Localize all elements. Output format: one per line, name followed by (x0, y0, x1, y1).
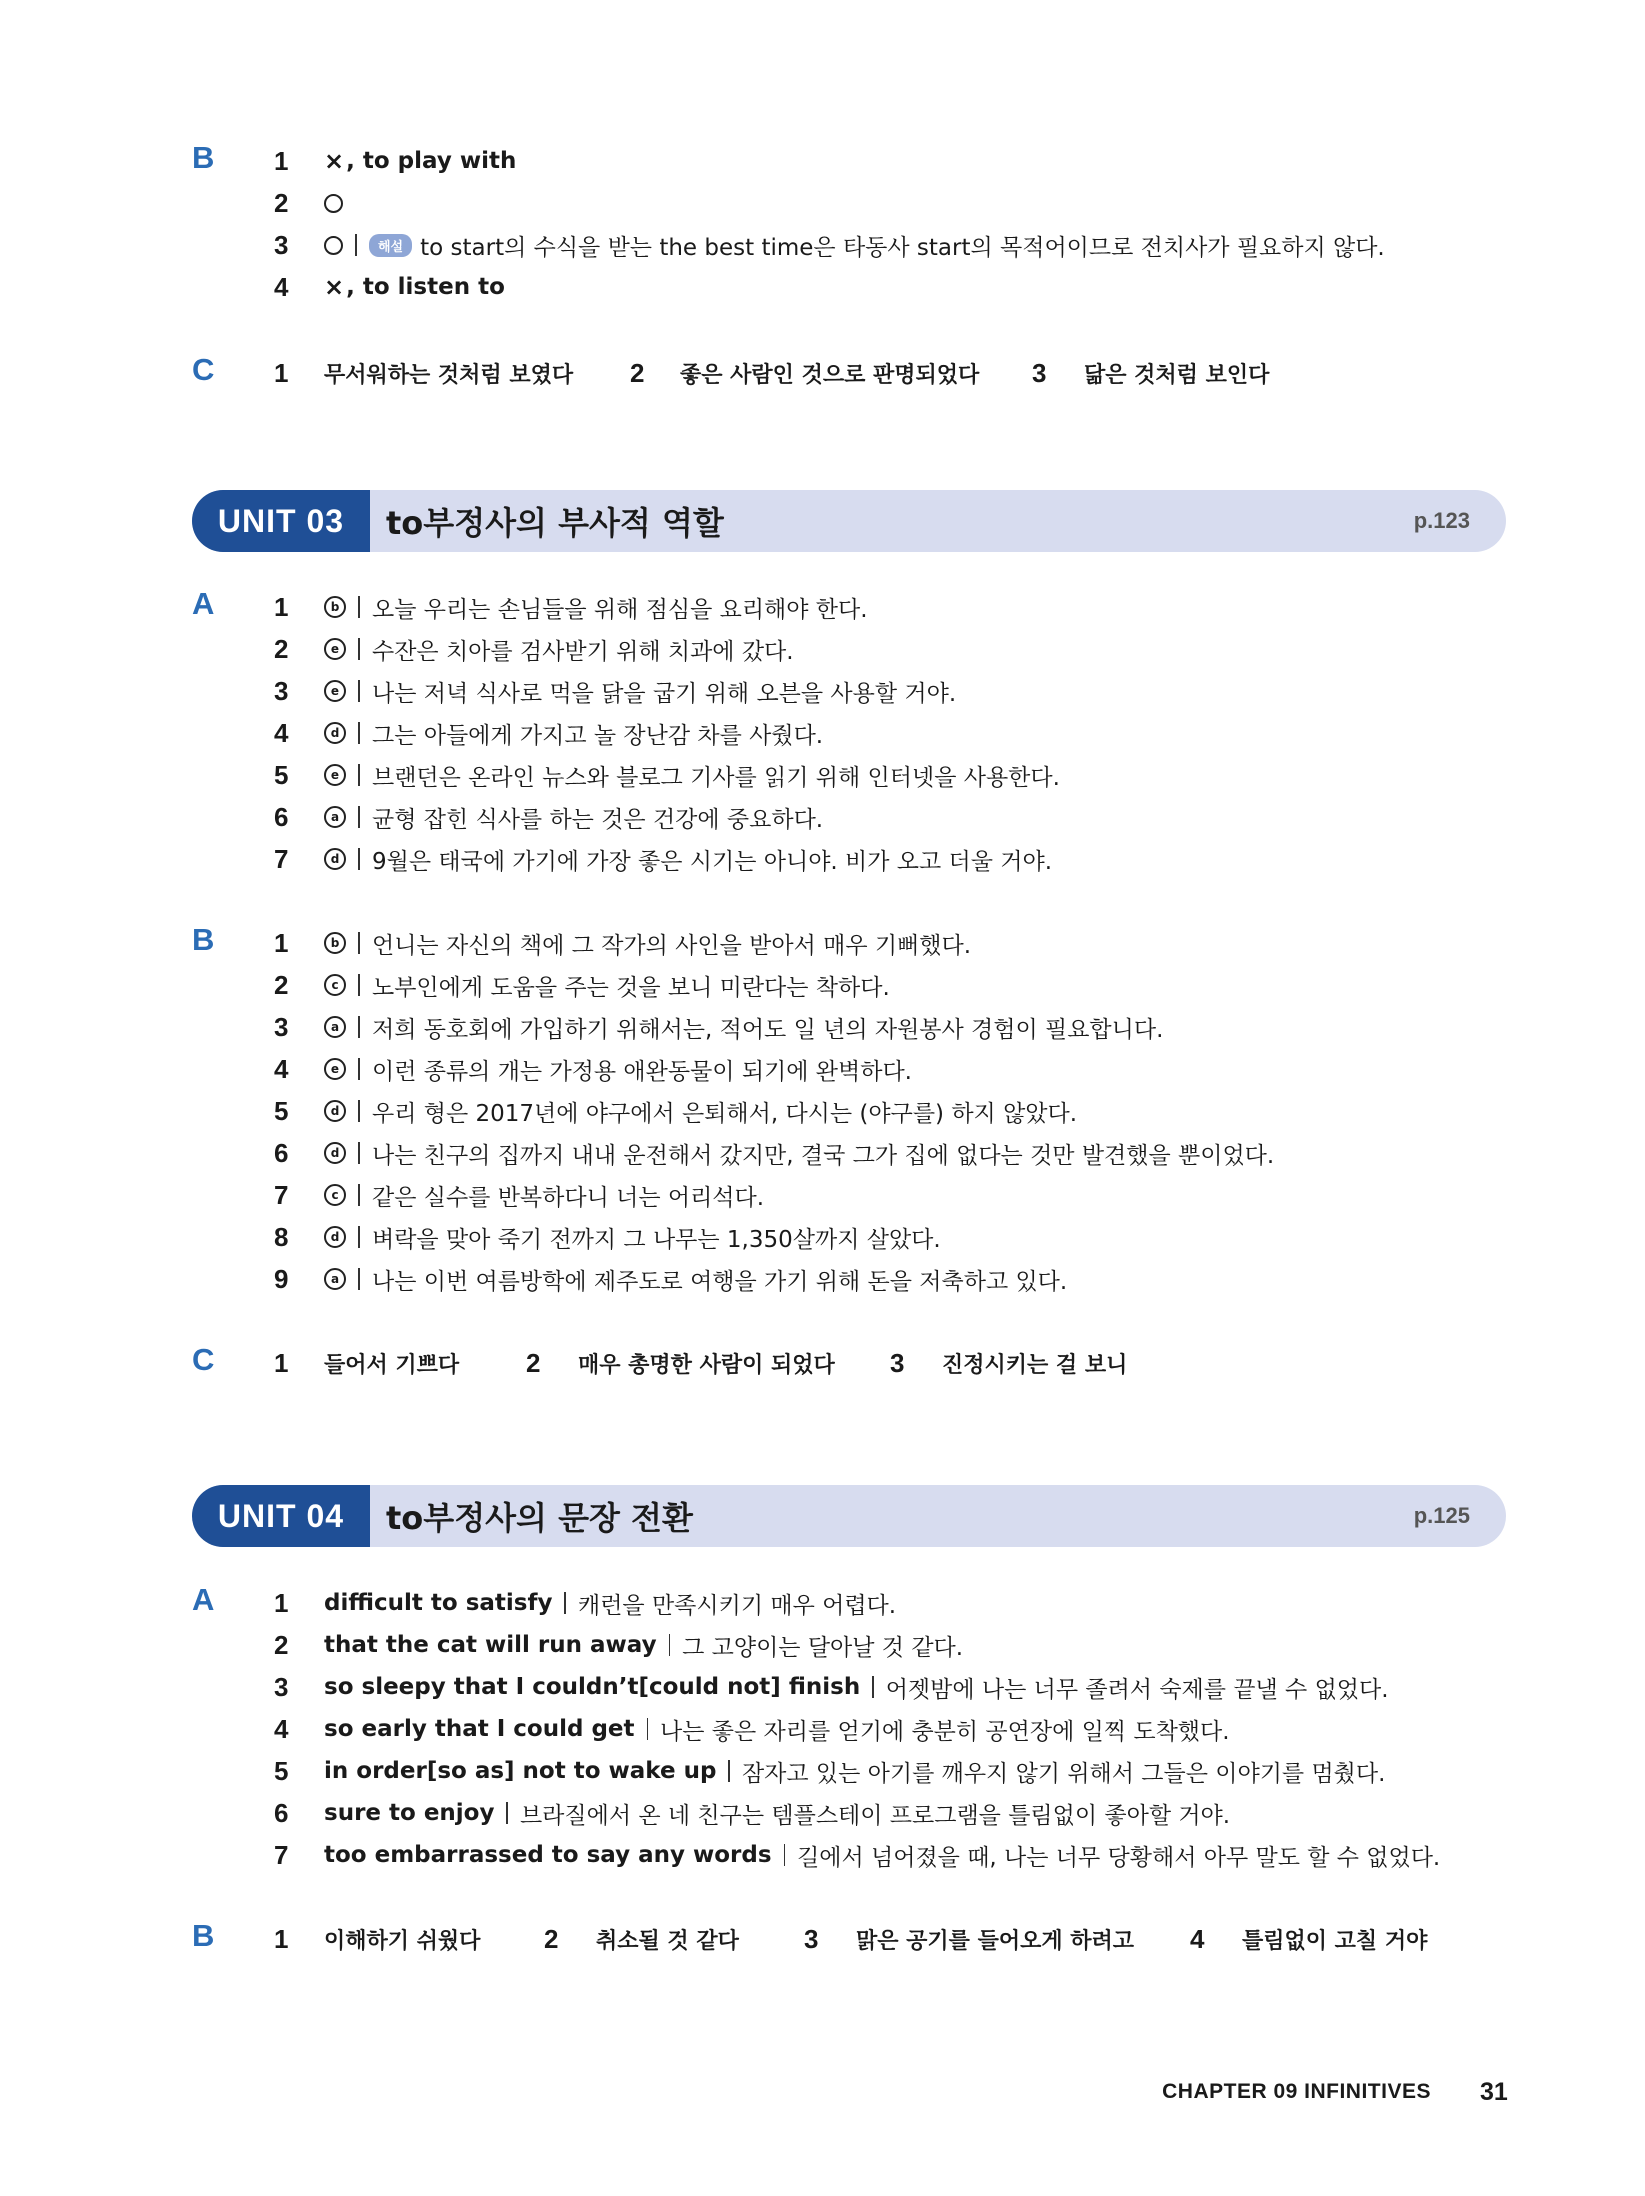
unit-page-ref: p.123 (1413, 508, 1470, 533)
choice-code: d (324, 1100, 346, 1122)
wrong-mark: × (324, 273, 345, 301)
answer-text: in order[so as] not to wake up (324, 1758, 717, 1784)
item-number: 5 (274, 759, 289, 790)
translation-text: 그는 아들에게 가지고 놀 장난감 차를 사줬다. (372, 722, 824, 749)
item-number: 7 (274, 843, 289, 874)
item-content (324, 1671, 1389, 1704)
item-number: 8 (274, 1221, 289, 1252)
translation-text: 같은 실수를 반복하다니 너는 어리석다. (372, 1184, 765, 1211)
section-letter: C (192, 1342, 215, 1377)
translation-text: 나는 이번 여름방학에 제주도로 여행을 가기 위해 돈을 저축하고 있다. (372, 1268, 1068, 1295)
section-letter: B (192, 140, 215, 175)
choice-code: d (324, 1226, 346, 1248)
separator (728, 1760, 730, 1782)
translation-text: 저희 동호회에 가입하기 위해서는, 적어도 일 년의 자원봉사 경험이 필요합니다. (372, 1016, 1164, 1043)
translation-text: 균형 잡힌 식사를 하는 것은 건강에 중요하다. (372, 806, 824, 833)
answer-text: 이해하기 쉬웠다 (324, 1928, 481, 1954)
chapter-label: CHAPTER 09 INFINITIVES (1162, 2080, 1431, 2103)
item-content (324, 927, 971, 960)
item-content (324, 1839, 1440, 1872)
translation-text: 브랜던은 온라인 뉴스와 블로그 기사를 읽기 위해 인터넷을 사용한다. (372, 764, 1060, 791)
separator (358, 722, 360, 744)
item-number: 1 (274, 591, 289, 622)
separator (358, 848, 360, 870)
answer-text: difficult to satisfy (324, 1590, 553, 1616)
item-content (324, 843, 1052, 876)
answer-text: 틀림없이 고칠 거야 (1242, 1928, 1428, 1954)
separator (358, 1184, 360, 1206)
item-number: 9 (274, 1263, 289, 1294)
item-number: 2 (274, 1629, 289, 1660)
answer-text: 진정시키는 걸 보니 (942, 1352, 1128, 1378)
item-number: 5 (274, 1755, 289, 1786)
choice-code: b (324, 596, 346, 618)
separator (358, 1016, 360, 1038)
separator (647, 1718, 649, 1740)
separator (358, 638, 360, 660)
answer-text: sure to enjoy (324, 1800, 495, 1826)
unit-title: to부정사의 문장 전환 (386, 1499, 693, 1537)
unit-label: UNIT 04 (192, 1485, 370, 1547)
item-number: 3 (274, 1011, 289, 1042)
page-footer (0, 2072, 1645, 2112)
item-number: 2 (630, 357, 645, 388)
answer-text: 맑은 공기를 들어오게 하려고 (856, 1928, 1135, 1954)
item-number: 1 (274, 145, 289, 176)
item-number: 7 (274, 1179, 289, 1210)
translation-text: 길에서 넘어졌을 때, 나는 너무 당황해서 아무 말도 할 수 없었다. (797, 1844, 1441, 1871)
item-number: 2 (544, 1923, 559, 1954)
item-number: 3 (804, 1923, 819, 1954)
separator (506, 1802, 508, 1824)
item-content (324, 717, 823, 750)
explanation-text: to start의 수식을 받는 the best time은 타동사 start의 목적어이므로 전치사가 필요하지 않다. (420, 234, 1385, 261)
item-content (324, 1095, 1077, 1128)
separator (872, 1676, 874, 1698)
item-content (324, 801, 823, 834)
choice-code: d (324, 722, 346, 744)
translation-text: 우리 형은 2017년에 야구에서 은퇴해서, 다시는 (야구를) 하지 않았다. (372, 1100, 1078, 1127)
item-content (324, 1221, 941, 1254)
answer-text: 매우 총명한 사람이 되었다 (578, 1352, 835, 1378)
item-content (324, 1755, 1385, 1788)
correct-mark-icon (324, 194, 343, 213)
separator (564, 1592, 566, 1614)
separator (669, 1634, 671, 1656)
item-number: 4 (274, 271, 289, 302)
separator (358, 974, 360, 996)
translation-text: 나는 친구의 집까지 내내 운전해서 갔지만, 결국 그가 집에 없다는 것만 발견했을 뿐이었다. (372, 1142, 1275, 1169)
item-number: 6 (274, 1137, 289, 1168)
item-content (324, 229, 1385, 262)
choice-code: c (324, 1184, 346, 1206)
section-letter: A (192, 1582, 215, 1617)
separator (784, 1844, 786, 1866)
item-content (324, 1053, 912, 1086)
answer-text: 취소될 것 같다 (596, 1928, 739, 1954)
item-number: 4 (274, 1713, 289, 1744)
separator (358, 596, 360, 618)
item-number: 2 (274, 187, 289, 218)
choice-code: e (324, 638, 346, 660)
choice-code: a (324, 1016, 346, 1038)
item-content (324, 1011, 1163, 1044)
separator (358, 806, 360, 828)
wrong-mark: × (324, 147, 345, 175)
answer-text: 들어서 기쁘다 (324, 1352, 460, 1378)
choice-code: e (324, 680, 346, 702)
translation-text: 이런 종류의 개는 가정용 애완동물이 되기에 완벽하다. (372, 1058, 912, 1085)
separator (358, 764, 360, 786)
separator (358, 932, 360, 954)
item-number: 4 (1190, 1923, 1205, 1954)
translation-text: 그 고양이는 달아날 것 같다. (682, 1634, 964, 1661)
separator (358, 1268, 360, 1290)
unit-header (192, 490, 1506, 552)
item-number: 2 (526, 1347, 541, 1378)
item-content (324, 1137, 1274, 1170)
choice-code: e (324, 764, 346, 786)
item-content (324, 194, 343, 213)
item-number: 7 (274, 1839, 289, 1870)
translation-text: 나는 저녁 식사로 먹을 닭을 굽기 위해 오븐을 사용할 거야. (372, 680, 957, 707)
unit-header (192, 1485, 1506, 1547)
separator (355, 234, 357, 256)
section-letter: C (192, 352, 215, 387)
item-number: 1 (274, 357, 289, 388)
translation-text: 언니는 자신의 책에 그 작가의 사인을 받아서 매우 기뻐했다. (372, 932, 972, 959)
translation-text: 브라질에서 온 네 친구는 템플스테이 프로그램을 틀림없이 좋아할 거야. (519, 1802, 1231, 1829)
item-content (324, 273, 505, 301)
answer-text: 좋은 사람인 것으로 판명되었다 (680, 362, 980, 388)
item-content (324, 1713, 1230, 1746)
section-letter: B (192, 922, 215, 957)
separator (358, 680, 360, 702)
item-number: 4 (274, 717, 289, 748)
item-number: 1 (274, 1923, 289, 1954)
separator (358, 1142, 360, 1164)
choice-code: a (324, 1268, 346, 1290)
answer-text: so early that I could get (324, 1716, 635, 1742)
unit-label: UNIT 03 (192, 490, 370, 552)
item-content (324, 1179, 764, 1212)
section-letter: A (192, 586, 215, 621)
item-content (324, 633, 794, 666)
unit-page-ref: p.125 (1413, 1503, 1470, 1528)
choice-code: e (324, 1058, 346, 1080)
unit-title: to부정사의 부사적 역할 (386, 504, 724, 542)
answer-text: , to listen to (346, 274, 505, 300)
translation-text: 어젯밤에 나는 너무 졸려서 숙제를 끝낼 수 없었다. (885, 1676, 1389, 1703)
item-content (324, 591, 868, 624)
item-number: 1 (274, 1587, 289, 1618)
choice-code: a (324, 806, 346, 828)
correct-mark-icon (324, 236, 343, 255)
item-content (324, 759, 1060, 792)
section-letter: B (192, 1918, 215, 1953)
translation-text: 나는 좋은 자리를 얻기에 충분히 공연장에 일찍 도착했다. (660, 1718, 1230, 1745)
explanation-badge: 해설 (369, 234, 412, 257)
item-content (324, 969, 890, 1002)
item-number: 6 (274, 1797, 289, 1828)
choice-code: b (324, 932, 346, 954)
item-content (324, 675, 956, 708)
item-content (324, 1629, 963, 1662)
item-number: 1 (274, 1347, 289, 1378)
answer-text: too embarrassed to say any words (324, 1842, 772, 1868)
separator (358, 1058, 360, 1080)
item-number: 2 (274, 969, 289, 1000)
answer-text: that the cat will run away (324, 1632, 657, 1658)
item-content (324, 147, 516, 175)
item-number: 5 (274, 1095, 289, 1126)
translation-text: 노부인에게 도움을 주는 것을 보니 미란다는 착하다. (372, 974, 890, 1001)
translation-text: 벼락을 맞아 죽기 전까지 그 나무는 1,350살까지 살았다. (372, 1226, 941, 1253)
translation-text: 수잔은 치아를 검사받기 위해 치과에 갔다. (372, 638, 794, 665)
item-number: 3 (1032, 357, 1047, 388)
choice-code: d (324, 848, 346, 870)
translation-text: 캐런을 만족시키기 매우 어렵다. (577, 1592, 897, 1619)
item-number: 2 (274, 633, 289, 664)
answer-text: , to play with (346, 148, 517, 174)
answer-text: so sleepy that I couldn’t[could not] finish (324, 1674, 861, 1700)
choice-code: d (324, 1142, 346, 1164)
item-number: 1 (274, 927, 289, 958)
item-number: 3 (890, 1347, 905, 1378)
page-number: 31 (1480, 2077, 1508, 2106)
translation-text: 오늘 우리는 손님들을 위해 점심을 요리해야 한다. (372, 596, 868, 623)
answer-text: 닮은 것처럼 보인다 (1084, 362, 1270, 388)
item-number: 4 (274, 1053, 289, 1084)
item-content (324, 1587, 896, 1620)
item-number: 6 (274, 801, 289, 832)
translation-text: 9월은 태국에 가기에 가장 좋은 시기는 아니야. 비가 오고 더울 거야. (372, 848, 1053, 875)
item-number: 3 (274, 1671, 289, 1702)
item-number: 3 (274, 229, 289, 260)
item-content (324, 1263, 1067, 1296)
item-content (324, 1797, 1230, 1830)
separator (358, 1100, 360, 1122)
item-number: 3 (274, 675, 289, 706)
answer-text: 무서워하는 것처럼 보였다 (324, 362, 574, 388)
separator (358, 1226, 360, 1248)
choice-code: c (324, 974, 346, 996)
translation-text: 잠자고 있는 아기를 깨우지 않기 위해서 그들은 이야기를 멈췄다. (741, 1760, 1386, 1787)
